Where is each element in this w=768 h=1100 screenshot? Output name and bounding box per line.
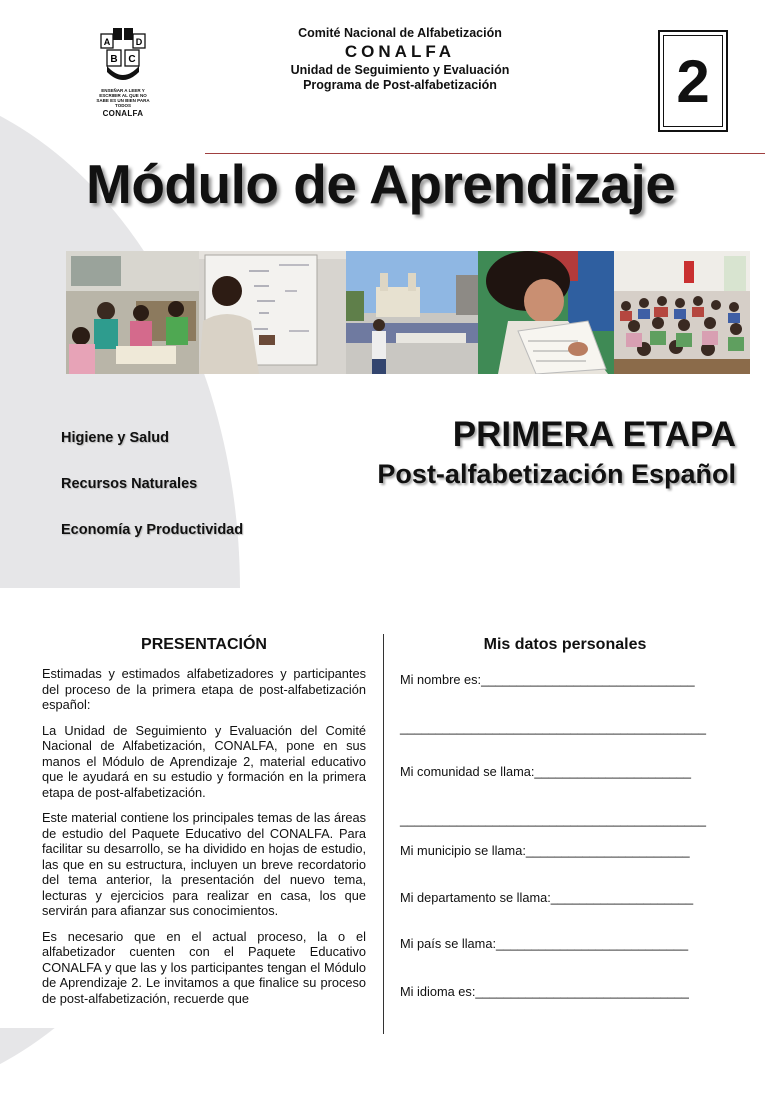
logo-brand: CONALFA — [102, 109, 144, 118]
conalfa-logo — [96, 26, 150, 120]
name-field-continued[interactable]: ___________________________________________ — [400, 720, 707, 735]
presentacion-paragraph: Este material contiene los principales temas de las áreas de estudio del Paquete Educativo del CONALFA. Para facilitar su desarrollo, se ha dividido en hojas de estudio, las que en su estructura, incluyen un breve recordatorio del tema anterior, la presentación del nuevo tema, lecturas y ejercicios para realizar en casa, los que servirán para afianzar sus conocimientos. — [42, 810, 366, 918]
topic-list — [61, 430, 243, 568]
topic-item: Higiene y Salud — [61, 430, 169, 446]
module-number: 2 — [676, 47, 710, 115]
logo-letter-c: C — [128, 54, 136, 65]
org-name: Comité Nacional de Alfabetización — [298, 26, 502, 40]
presentacion-section — [42, 636, 366, 1016]
community-field-continued[interactable]: ___________________________________________ — [400, 812, 707, 827]
abcd-hand-icon — [97, 26, 149, 86]
photo-reading-girl — [478, 251, 614, 374]
logo-letter-d: D — [135, 37, 143, 47]
org-program: Programa de Post-alfabetización — [303, 78, 497, 92]
module-number-box — [658, 30, 728, 132]
logo-letter-b: B — [110, 54, 118, 65]
stage-heading — [377, 413, 736, 491]
presentacion-paragraph: Estimadas y estimados alfabetizadores y participantes del proceso de la primera etapa de post-alfabetización español: — [42, 666, 366, 712]
municipality-field[interactable]: Mi municipio se llama:_______________________ — [400, 843, 690, 858]
photo-crowded-classroom — [614, 251, 750, 374]
presentacion-paragraph: Es necesario que en el actual proceso, la o el alfabetizador cuenten con el Paquete Educativo CONALFA y que las y los participantes tengan el Módulo de Aprendizaje 2. Le invitamos a que finalice su proceso de post-alfabetización, recuerde que — [42, 928, 366, 1006]
photo-town-gathering — [346, 251, 478, 374]
language-field[interactable]: Mi idioma es:______________________________ — [400, 984, 689, 999]
stage-title: PRIMERA ETAPA — [452, 415, 736, 454]
country-field[interactable]: Mi país se llama:___________________________ — [400, 936, 689, 951]
personal-data-section — [400, 636, 730, 999]
name-field[interactable]: Mi nombre es:______________________________ — [400, 672, 695, 687]
stage-subtitle: Post-alfabetización Español — [377, 459, 736, 489]
personal-data-heading: Mis datos personales — [483, 636, 647, 653]
department-field[interactable]: Mi departamento se llama:____________________ — [400, 890, 694, 905]
logo-letter-a: A — [103, 37, 111, 47]
org-acronym: CONALFA — [344, 42, 456, 61]
photo-classroom-students — [66, 251, 199, 374]
org-unit: Unidad de Seguimiento y Evaluación — [290, 63, 510, 77]
presentacion-paragraph: La Unidad de Seguimiento y Evaluación del Comité Nacional de Alfabetización, CONALFA, pone en sus manos el Módulo de Aprendizaje 2, material educativo que le ayudará en su estudio y formación en la primera etapa de post-alfabetización. — [42, 722, 366, 800]
topic-item: Recursos Naturales — [61, 476, 198, 492]
logo-tagline: ENSEÑAR A LEER Y ESCRIBIR AL QUE NO SABE ES UN BIEN PARA TODOS — [96, 88, 150, 108]
community-field[interactable]: Mi comunidad se llama:______________________ — [400, 764, 691, 779]
topic-item: Economía y Productividad — [61, 522, 244, 538]
photo-strip — [66, 251, 750, 374]
photo-whiteboard-student — [199, 251, 346, 374]
column-divider — [383, 634, 384, 1034]
organization-header — [250, 26, 550, 93]
presentacion-heading: PRESENTACIÓN — [141, 636, 267, 653]
page-title: Módulo de Aprendizaje — [86, 153, 676, 215]
